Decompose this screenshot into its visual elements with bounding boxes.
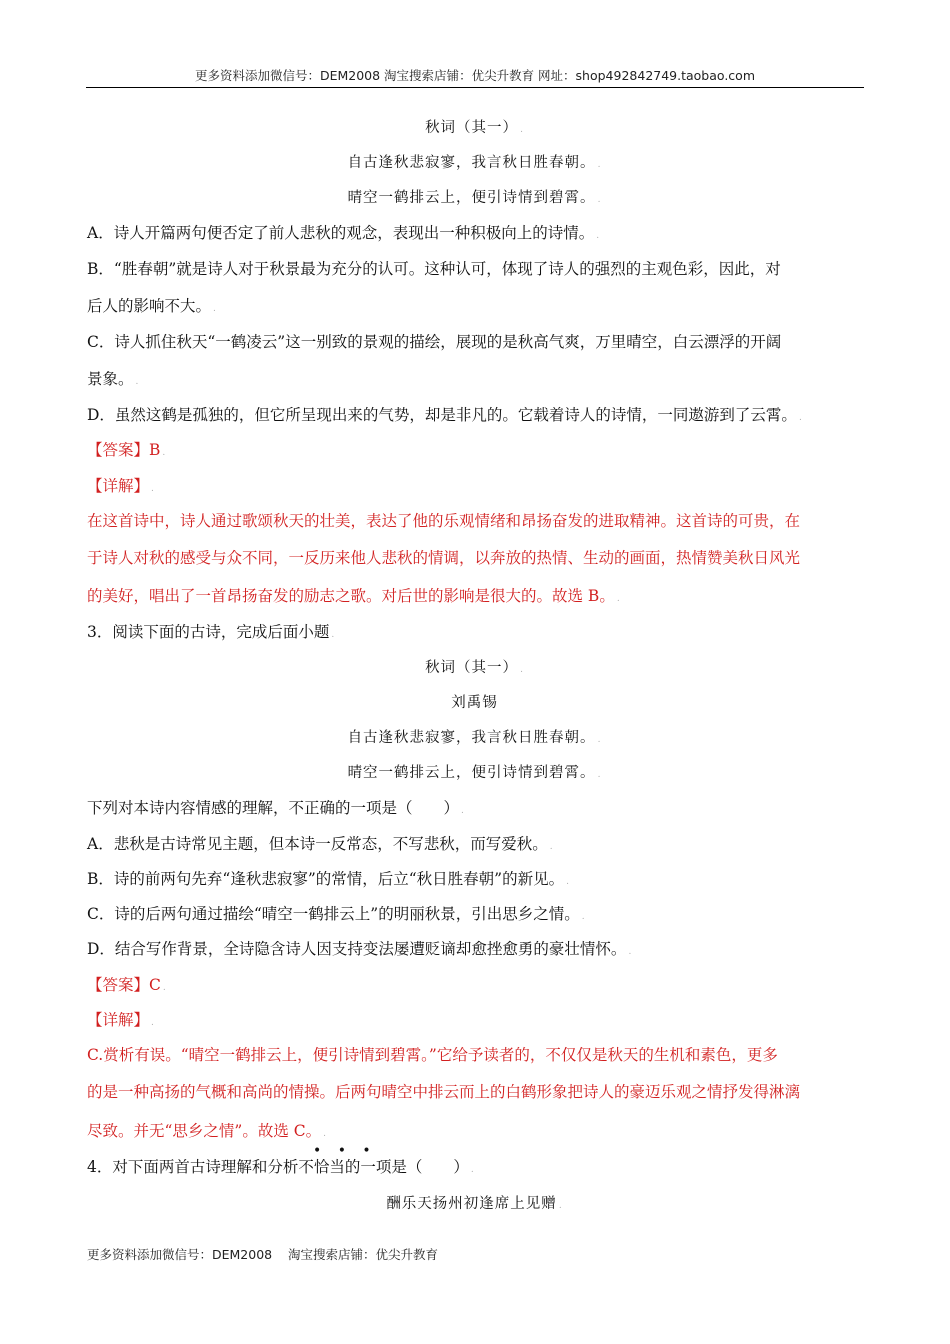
q2-option-c-line2: 景象。 . xyxy=(87,370,139,388)
emphasis-dots: • • • xyxy=(313,1143,377,1159)
q3-detail-line2: 的是一种高扬的气概和高尚的情操。后两句晴空中排云而上的白鹤形象把诗人的豪迈乐观之情抒发得淋漓 xyxy=(87,1083,801,1101)
q3-poem-line2: 晴空一鹤排云上，便引诗情到碧霄。 . xyxy=(347,765,602,781)
q2-detail-line1: 在这首诗中，诗人通过歌颂秋天的壮美，表达了他的乐观情绪和昂扬奋发的进取精神。这首诗的可贵，在 xyxy=(87,512,801,530)
q4-question: 4．对下面两首古诗理解和分析不恰当的一项是（ ） . xyxy=(87,1158,474,1176)
q3-detail-label: 【详解】 . xyxy=(87,1011,154,1029)
q3-option-c: C．诗的后两句通过描绘“晴空一鹤排云上”的明丽秋景，引出思乡之情。 . xyxy=(87,905,585,923)
q3-option-a: A．悲秋是古诗常见主题，但本诗一反常态，不写悲秋，而写爱秋。 . xyxy=(87,835,553,853)
q3-option-d: D．结合写作背景，全诗隐含诗人因支持变法屡遭贬谪却愈挫愈勇的豪壮情怀。 . xyxy=(87,940,632,958)
q2-detail-label: 【详解】 . xyxy=(87,477,154,495)
q2-detail-line3: 的美好，唱出了一首昂扬奋发的励志之歌。对后世的影响是很大的。故选 B。 . xyxy=(87,587,620,605)
q2-option-b-line1: B．“胜春朝”就是诗人对于秋景最为充分的认可。这种认可，体现了诗人的强烈的主观色彩，因此，对 xyxy=(87,260,781,278)
q2-detail-line2: 于诗人对秋的感受与众不同，一反历来他人悲秋的情调，以奔放的热情、生动的画面，热情赞美秋日风光 xyxy=(87,549,801,567)
q2-option-d: D．虽然这鹤是孤独的，但它所呈现出来的气势，却是非凡的。它载着诗人的诗情，一同遨游到了云霄。 . xyxy=(87,406,802,424)
q2-poem-title: 秋词（其一） . xyxy=(425,120,524,136)
q3-poem-title: 秋词（其一） . xyxy=(425,660,524,676)
q3-poem-author: 刘禹锡 xyxy=(451,695,498,711)
q2-option-a: A．诗人开篇两句便否定了前人悲秋的观念，表现出一种积极向上的诗情。 . xyxy=(87,224,600,242)
q2-answer: 【答案】B . xyxy=(87,441,166,459)
q2-option-b-line2: 后人的影响不大。 . xyxy=(87,297,216,315)
q2-option-c-line1: C．诗人抓住秋天“一鹤凌云”这一别致的景观的描绘，展现的是秋高气爽，万里晴空，白云漂浮的开阔 xyxy=(87,333,782,351)
q2-poem-line2: 晴空一鹤排云上，便引诗情到碧霄。 . xyxy=(347,190,602,206)
header-rule xyxy=(86,87,864,88)
q2-poem-line1: 自古逢秋悲寂寥，我言秋日胜春朝。 . xyxy=(347,155,602,171)
page-footer: 更多资料添加微信号：DEM2008 淘宝搜索店铺：优尖升教育 xyxy=(87,1247,439,1262)
q3-question: 3．阅读下面的古诗，完成后面小题 . xyxy=(87,623,335,641)
q4-poem-title: 酬乐天扬州初逢席上见赠 . xyxy=(386,1196,563,1212)
q3-option-b: B．诗的前两句先弃“逢秋悲寂寥”的常情，后立“秋日胜春朝”的新见。 . xyxy=(87,870,569,888)
q3-prompt: 下列对本诗内容情感的理解，不正确的一项是（ ） . xyxy=(87,799,464,817)
q3-detail-line1: C.赏析有误。“晴空一鹤排云上，便引诗情到碧霄。”它给予读者的，不仅仅是秋天的生机和素色，更多 xyxy=(87,1046,778,1064)
q3-detail-line3: 尽致。并无“思乡之情”。故选 C。 . xyxy=(87,1122,327,1140)
q3-poem-line1: 自古逢秋悲寂寥，我言秋日胜春朝。 . xyxy=(347,730,602,746)
page-header: 更多资料添加微信号：DEM2008 淘宝搜索店铺：优尖升教育 网址：shop492842749.taobao.com xyxy=(194,68,756,83)
q3-answer: 【答案】C . xyxy=(87,976,166,994)
